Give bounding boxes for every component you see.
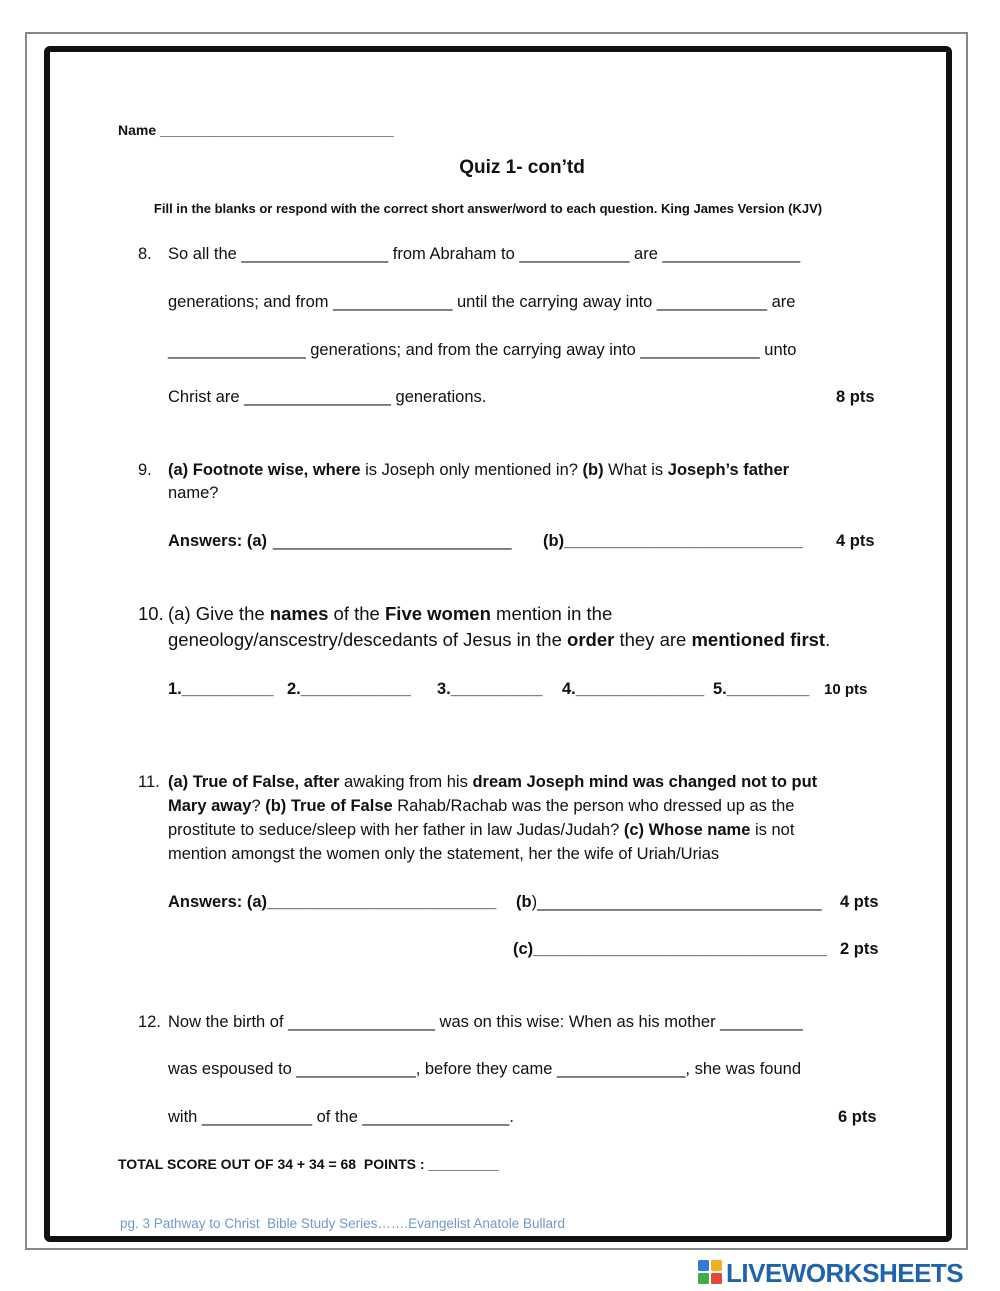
q10-l1c: of the [328,603,385,624]
q11-l2d: Rahab/Rachab was the person who dressed up as the [392,797,795,815]
q11-number: 11. [138,773,160,791]
q10-l1e: mention in the [490,603,613,624]
instructions: Fill in the blanks or respond with the correct short answer/word to each question. King James Version (KJV) [153,201,823,216]
liveworksheets-logo [698,1258,994,1288]
q8-line-4[interactable]: Christ are ________________ generations. [168,388,487,406]
q10-line-2 [168,630,830,650]
q10-l1a: (a) Give the [168,603,270,624]
q10-blank-3[interactable]: 3.__________ [437,680,543,698]
q11-line-4: mention amongst the women only the statement, her the wife of Uriah/Urias [168,845,720,863]
q12-line-1[interactable]: Now the birth of ________________ was on this wise: When as his mother _________ [168,1013,803,1031]
q10-blank-2[interactable]: 2.____________ [287,680,411,698]
q8-line-2[interactable]: generations; and from _____________ until the carrying away into ____________ are [168,293,796,311]
q11-l3c: is not [750,821,795,839]
name-field[interactable]: Name ______________________________ [118,122,394,138]
q8-line-3[interactable]: _______________ generations; and from the carrying away into _____________ unto [168,341,797,359]
q10-points: 10 pts [824,681,868,698]
q10-l1b: names [269,603,329,624]
q11-answer-b-blank[interactable]: )_______________________________ [531,893,822,911]
q9-points: 4 pts [836,532,875,550]
q11-l2c: (b) True of False [265,797,393,815]
q10-l2b: order [567,629,615,650]
q10-number: 10. [138,603,164,624]
q9-line-1 [168,460,789,480]
q11-l3a: prostitute to seduce/sleep with her father in law Judas/Judah? [168,821,624,839]
q9-a-text: is Joseph only mentioned in? [360,461,583,479]
total-score[interactable]: TOTAL SCORE OUT OF 34 + 34 = 68 POINTS : _________ [118,1156,499,1172]
q12-number: 12. [138,1013,161,1031]
q10-l2d: mentioned first [691,629,826,650]
q11-answer-b-label: (b [516,893,532,911]
liveworksheets-text: LIVEWORKSHEETS [726,1258,964,1288]
q10-blank-1[interactable]: 1.__________ [168,680,274,698]
liveworksheets-icon [698,1260,722,1284]
q9-b-label: (b) [582,461,604,479]
q12-line-2[interactable]: was espoused to _____________, before they came ______________, she was found [168,1060,801,1078]
q12-line-3[interactable]: with ____________ of the ________________. [168,1108,514,1126]
q11-line-1 [168,772,817,792]
q9-answer-b-blank[interactable]: (b)__________________________ [543,532,803,550]
q10-blank-4[interactable]: 4.______________ [562,680,705,698]
q10-l2e: . [825,629,831,650]
q10-l2c: they are [614,629,692,650]
q11-line-3 [168,820,794,840]
q11-line-2 [168,796,794,816]
q8-points: 8 pts [836,388,875,406]
q11-points-c: 2 pts [840,940,879,958]
q12-points: 6 pts [838,1108,877,1126]
q9-answer-a-blank[interactable]: __________________________ [273,532,512,550]
q8-number: 8. [138,245,152,263]
q9-answers-label: Answers: (a) [168,532,268,550]
q11-l1a: (a) True of False, after [168,773,340,791]
q10-l2a: geneology/anscestry/descedants of Jesus in the [168,629,568,650]
page-footer: pg. 3 Pathway to Christ Bible Study Series…….Evangelist Anatole Bullard [120,1216,565,1231]
q11-answer-a[interactable]: Answers: (a)_________________________ [168,893,497,911]
q11-l2b: ? [251,797,266,815]
page-title: Quiz 1- con’td [459,157,585,178]
q9-b-text: What is [603,461,668,479]
q11-points-ab: 4 pts [840,893,879,911]
q11-answer-c[interactable]: (c)________________________________ [513,940,827,958]
q11-answer-b[interactable] [516,892,822,912]
q9-b-bold: Joseph’s father [667,461,790,479]
q9-a-label: (a) Footnote wise, where [168,461,361,479]
q11-l1b: awaking from his [339,773,473,791]
q11-l2a: Mary away [168,797,252,815]
q11-l1c: dream Joseph mind was changed not to put [472,773,818,791]
q10-blank-5[interactable]: 5._________ [713,680,810,698]
q9-number: 9. [138,461,152,479]
q11-l3b: (c) Whose name [623,821,751,839]
q10-line-1 [168,604,612,624]
q8-line-1[interactable]: So all the ________________ from Abraham to ____________ are _______________ [168,245,801,263]
q10-l1d: Five women [385,603,491,624]
q9-line-2: name? [168,484,219,502]
